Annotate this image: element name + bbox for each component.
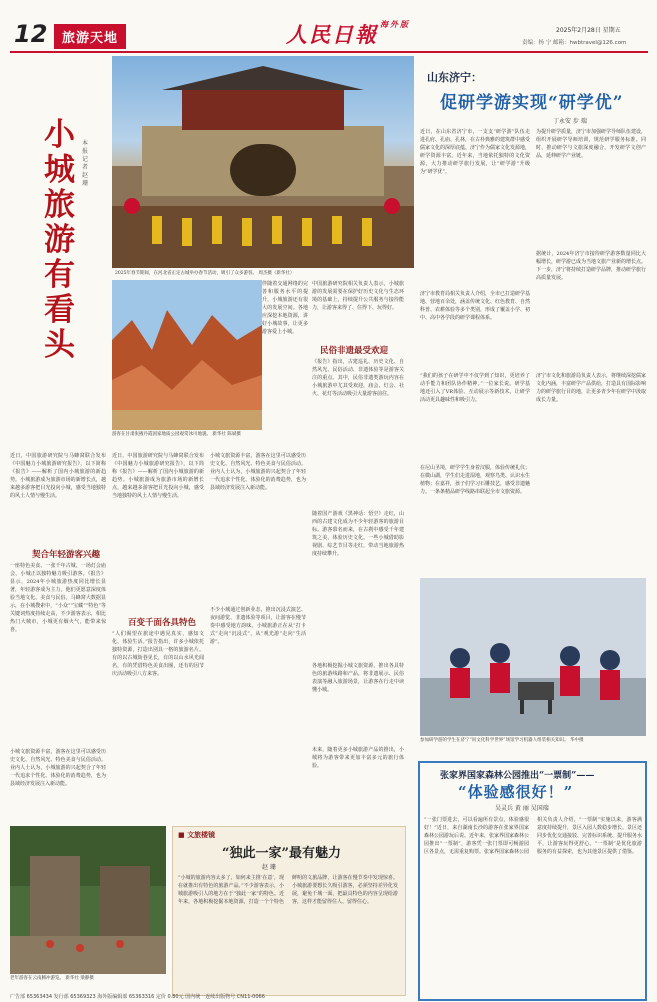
issue-date: 2025年2月28日 星期五 [556,27,621,34]
gate-tower-illustration [112,56,414,268]
right-author: 丁永安 步 瑞 [553,118,587,125]
right-para-3: “我们的孩子在研学中不仅学到了知识，更培养了动手能力和团队协作精神。”一位家长说。研学基地还引入了VR体验、互动展示等新技术，让研学活动更具趣味性和吸引力。 [420,373,530,403]
right-para-5: 为提升研学质量，济宁市加强研学导师队伍建设，组织开展研学导师培训，规范研学服务标准。同时，推动研学与文旅深度融合，开发研学文创产品，延伸研学产业链。 [536,129,646,159]
right-photo-caption: 参加研学游的学生在济宁“问文化科学世界”场馆学习机器人组装相关知识。 华中摄 [420,738,584,743]
main-headline: 小城旅游有看头 [44,117,75,363]
main-author: 本报记者 赵 珊 [82,140,89,187]
right-para-4: 在尼山圣境，研学学生身着汉服，体验传统礼仪；在微山湖，学生们走进湿地，观察鸟类、认识水生植物；在嘉祥，孩子们学习石雕技艺，感受非遗魅力。一条条精品研学线路串联起全市文旅资源。 [420,465,530,495]
robot-classroom-illustration [420,578,646,736]
header-rule [10,51,648,53]
main-para-7: 《报告》指出，古建巡礼、历史文化、自然风光、民俗活动、非遗体验等是游客关注的重点。其中，民俗非遗类游玩内容在小城旅游中尤其受欢迎，庙会、灯会、社火、花灯等活动吸引大量游客前往。 [312,359,404,397]
right-para-7: 济宁市文化和旅游局负责人表示，将继续深挖儒家文化内涵，丰富研学产品供给，打造具有国际影响力的研学旅行目的地，让更多青少年在研学中汲取成长力量。 [536,373,646,403]
bottom-photo [10,826,166,974]
subheading-2: 百变千面各具特色 [128,618,197,628]
left-photo [112,280,262,430]
page-number: 12 [14,20,48,48]
main-intro: 近日，中国旅游研究院与马蜂窝联合发布《中国魅力小城旅游研究报告》，以下简称《报告》——解析了国内小城旅游的新趋势。小城旅游成为旅游市场的新增长点，越来越多游客把目光投向小城，感受当地独特的风土人情与慢生活。 [10,453,106,499]
column-author: 赵 珊 [262,864,276,871]
main-para-col3a: 小城文旅资源丰富，游客在这里可以感受历史文化、自然风光、特色美食与民俗活动。业内人士认为，小城旅游的兴起契合了年轻一代追求个性化、体验化的消费趋势，也为县域经济发展注入新动能。 [210,453,306,491]
box-title: “体验感很好！” [458,783,574,801]
right-para-1: 近日，在山东省济宁市，一支支“研学游”队伍走进孔府、孔庙、孔林，在古朴典雅的建筑群中感受儒家文化的深厚底蕴。济宁作为儒家文化发源地，研学资源丰富。近年来，当地依托独特的文化资源，大力推动研学旅行发展，让“研学游”升级为“研学优”。 [420,129,530,175]
right-para-6: 据统计，2024年济宁市接待研学游客数量同比大幅增长，研学游已成为当地文旅产业新的增长点。下一步，济宁将持续打造研学品牌，推动研学旅行高质量发展。 [536,251,646,281]
subheading-1: 契合年轻游客兴趣 [32,550,101,560]
column-label: ■ 文旅楼镜 [178,830,216,839]
main-para-col2a: 近日，中国旅游研究院与马蜂窝联合发布《中国魅力小城旅游研究报告》，以下简称《报告》——解析了国内小城旅游的新趋势。小城旅游成为旅游市场的新增长点，越来越多游客把目光投向小城，感受当地独特的风土人情与慢生活。 [112,453,204,499]
column-title: “独此一家”最有魅力 [222,846,341,861]
street-scene-illustration [10,826,166,974]
red-rocks-illustration [112,280,262,430]
main-para-6: 伴随着交通网络的完善和服务水平的提升，小城旅游还有很大的发展空间。各地应深挖本地资源，讲好小城故事，让更多游客爱上小城。 [262,281,308,335]
box-kicker: 张家界国家森林公园推出“一票制”—— [440,771,595,781]
main-para-3: “人们渴望在旅途中遇见真实，感知文化、体验生活。”报告指出，许多小城依托独特资源，打造出别具一格的旅游名片。有的以古城街巷见长，有的以山水风光闻名，有的凭借特色美食出圈，还有的因节庆活动吸引八方来客。 [112,631,204,677]
main-para-8: 随着国产游戏《黑神话：悟空》走红，山西的古建文化成为不少年轻游客的旅游目标。游客慕名而来，在古刹中感受千年建筑之美，体验历史文化。一些小城借助影视剧、综艺节目等走红，带动当地旅游热度持续攀升。 [312,511,404,557]
right-para-2: 济宁市教育局相关负责人介绍，全市已打造研学基地、营地百余处，涵盖传统文化、红色教育、自然科普、农耕体验等多个类别，形成了覆盖小学、初中、高中各学段的研学课程体系。 [420,291,530,321]
main-para-10: 未来，随着更多小城旅游产品的推出，小城将为游客带来更加丰富多元的旅行体验。 [312,747,404,769]
newspaper-logo: 人民日報 $^{海外版}$ [286,19,410,47]
top-photo-caption: 2025年春节期间，在河北省正定古城举办春节活动，吸引了众多游客。 周杰摄（新华社） [115,271,295,276]
right-photo [420,578,646,736]
section-label: 旅游天地 [54,24,126,49]
subheading-3: 民俗非遗最受欢迎 [320,346,389,356]
right-kicker: 山东济宁： [427,71,482,84]
box-author: 吴灵兵 黄 丽 吴国瑞 [495,805,549,812]
footer-info: 广告部 65363434 发行部 65369323 海外版编辑部 65363316 定价 0.80元 国内统一连续出版物号 CN11-0066 [10,994,265,1000]
bottom-photo-caption: 老年游客在云南腾冲游览。 新华社 梁静摄 [10,976,94,981]
main-para-2: 小城文旅资源丰富，游客在这里可以感受历史文化、自然风光、特色美食与民俗活动。业内人士认为，小城旅游的兴起契合了年轻一代追求个性化、体验化的消费趋势，也为县域经济发展注入新动能。 [10,749,106,787]
main-para-4: 不少小城通过创新业态，推出沉浸式演艺、夜间游览、非遗体验等项目，让游客在慢节奏中感受地方韵味。小城旅游正在从“打卡式”走向“沉浸式”，从“观光游”走向“生活游”。 [210,607,306,645]
left-photo-caption: 游客在甘肃张掖丹霞国家地质公园观赏冰川地貌。 新华社 陈斌摄 [112,432,241,437]
main-para-9: 各地积极挖掘小城文旅资源，推出各具特色的旅游线路和产品，将非遗展示、民俗表演等融入旅游场景，让游客在行走中读懂小城。 [312,663,404,693]
top-photo [112,56,414,268]
main-para-col4a: 中国旅游研究院相关负责人表示，小城旅游的发展需要在保护好历史文化与生态环境的基础上，持续提升公共服务与接待能力，让游客来得了、住得下、玩得好。 [312,281,404,311]
main-para-1: 一座特色美食、一张千年古城、一场灯会庙会，小城正以独特魅力吸引游客。《报告》显示，2024年小城旅游热度同比增长显著，年轻游客成为主力，他们更愿意深度体验当地文化、美食与民俗。马蜂窝大数据显示，在小城搜索中，“小众”“宝藏”“特色”等关键词热度持续走高，不少游客表示，相比热门大城市，小城更有烟火气，能带来惊喜。 [10,563,106,633]
right-title: 促研学游实现“研学优” [440,93,624,113]
editor-info: 责编：杨 宁 邮箱：hwbtravel@126.com [522,40,627,46]
box-body: “一张门票进去，可以看遍所有景点，体验感很好！”近日，来自湖南长沙的游客在张家界国家森林公园游玩后说。近年来，张家界国家森林公园推出“一票制”，游客凭一张门票即可畅游园区各景点，无需重复购票。张家界国家森林公园相关负责人介绍，“一票制”实施以来，游客满意度持续提升，景区入园人数稳步增长。景区还同步优化交通接驳、完善标识系统、提升服务水平，让游客玩得更舒心。“一票制”是优化旅游服务的有益探索，也为其他景区提供了借鉴。 [424,817,642,855]
column-body: “小城的旅游内容太多了，如何来主推‘在意’，现在就推出有特色的旅游产品。”不少游客表示，小城旅游吸引人的地方在于“独此一家”的特色。近年来，各地积极挖掘本地资源，打造一个个特色鲜明的文旅品牌，让游客在慢节奏中发现惊喜。小城旅游要想长久吸引游客，必须坚持差异化发展，避免千城一面，把最具特色的内容呈现给游客，这样才能留得住人、留得住心。 [178,875,398,905]
